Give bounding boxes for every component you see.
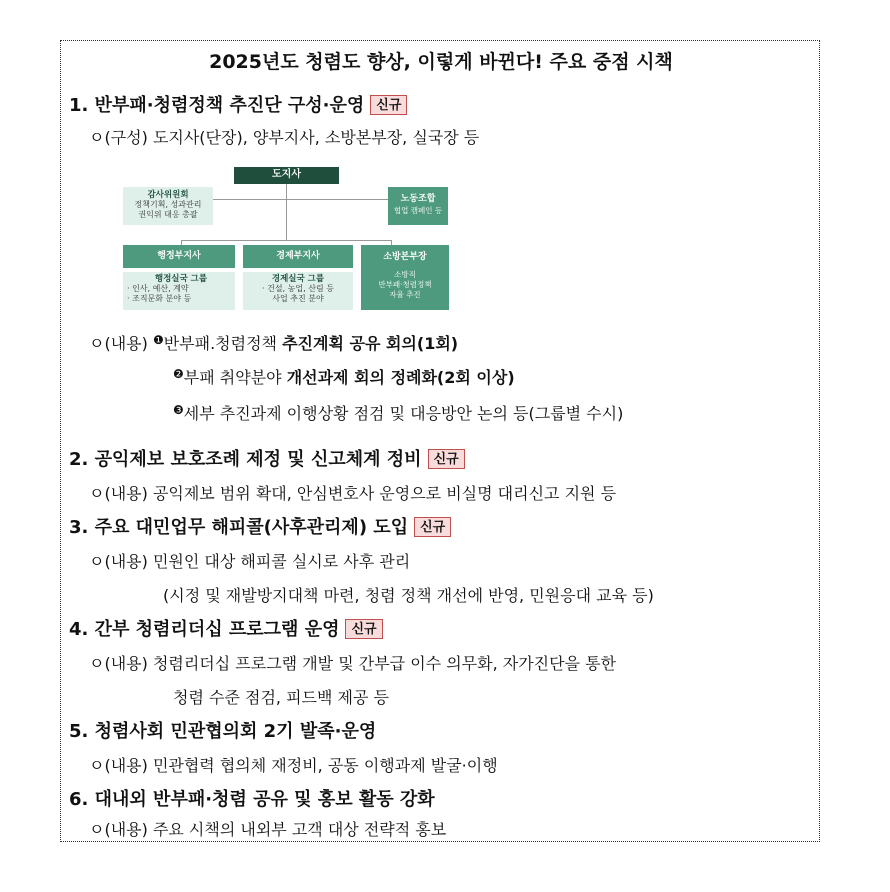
s1-content-item-1 bbox=[89, 331, 458, 354]
new-badge: 신규 bbox=[370, 95, 407, 115]
section-6-heading: 6. 대내외 반부패·청렴 공유 및 홍보 활동 강화 bbox=[69, 789, 435, 810]
s1-composition: ㅇ(구성) 도지사(단장), 양부지사, 소방본부장, 실국장 등 bbox=[89, 128, 480, 147]
org-audit-title: 감사위원회 bbox=[147, 190, 189, 200]
s6-content: ㅇ(내용) 주요 시책의 내외부 고객 대상 전략적 홍보 bbox=[89, 820, 447, 839]
org-governor: 도지사 bbox=[234, 167, 339, 184]
section-1-heading bbox=[69, 91, 407, 117]
section-2-heading-text: 2. 공익제보 보호조례 제정 및 신고체계 정비 bbox=[69, 449, 422, 470]
org-econ-vice-governor: 경제부지사 bbox=[243, 245, 353, 268]
s1-item-3-pre: 세부 추진과제 이행상황 점검 및 대응방안 논의 등(그룹별 수시) bbox=[183, 404, 624, 423]
s1-item-3-number: ❸ bbox=[173, 403, 184, 417]
section-1-heading-text: 1. 반부패·청렴정책 추진단 구성·운영 bbox=[69, 95, 365, 116]
new-badge: 신규 bbox=[428, 449, 465, 469]
org-admin-line-1: · 인사, 예산, 계약 bbox=[127, 284, 189, 293]
s1-content-item-2 bbox=[173, 365, 515, 388]
s1-content-label: ㅇ(내용) bbox=[89, 334, 148, 353]
org-econ-group-title: 경제실국 그룹 bbox=[271, 274, 325, 284]
s1-content-item-3 bbox=[173, 401, 623, 424]
org-audit-line-1: 정책기획, 성과관리 bbox=[134, 200, 202, 209]
org-fire-line-1: 소방직 bbox=[394, 270, 416, 279]
org-labor-union bbox=[388, 187, 448, 225]
org-audit-line-2: 권익위 대응 총괄 bbox=[138, 210, 198, 219]
document-frame bbox=[60, 40, 820, 842]
s5-content: ㅇ(내용) 민관협력 협의체 재정비, 공동 이행과제 발굴·이행 bbox=[89, 756, 498, 775]
s1-item-1-bold: 추진계획 공유 회의(1회) bbox=[282, 334, 459, 353]
s4-content-detail: 청렴 수준 점검, 피드백 제공 등 bbox=[173, 688, 389, 707]
s2-content: ㅇ(내용) 공익제보 범위 확대, 안심변호사 운영으로 비실명 대리신고 지원 등 bbox=[89, 484, 617, 503]
org-audit-committee bbox=[123, 187, 213, 225]
org-fire-chief bbox=[361, 245, 449, 310]
org-chart bbox=[121, 163, 451, 313]
s1-item-1-number: ❶ bbox=[152, 333, 164, 347]
page-title: 2025년도 청렴도 향상, 이렇게 바뀐다! 주요 중점 시책 bbox=[209, 51, 673, 73]
org-econ-line-2: 사업 추진 분야 bbox=[272, 294, 324, 303]
s3-content-detail: (시정 및 재발방지대책 마련, 청렴 정책 개선에 반영, 민원응대 교육 등) bbox=[163, 586, 654, 605]
section-3-heading-text: 3. 주요 대민업무 해피콜(사후관리제) 도입 bbox=[69, 517, 409, 538]
new-badge: 신규 bbox=[345, 619, 382, 639]
org-fire-title: 소방본부장 bbox=[383, 252, 427, 262]
section-4-heading-text: 4. 간부 청렴리더십 프로그램 운영 bbox=[69, 619, 340, 640]
section-2-heading bbox=[69, 445, 465, 471]
org-admin-vice-governor: 행정부지사 bbox=[123, 245, 235, 268]
section-5-heading: 5. 청렴사회 민관협의회 2기 발족·운영 bbox=[69, 721, 377, 742]
section-4-heading bbox=[69, 615, 383, 641]
s1-item-2-number: ❷ bbox=[173, 367, 184, 381]
org-fire-line-3: 자율 추진 bbox=[389, 290, 421, 299]
org-union-title: 노동조합 bbox=[400, 194, 436, 204]
s1-item-2-pre: 부패 취약분야 bbox=[183, 368, 287, 387]
org-econ-line-1: · 건설, 농업, 산림 등 bbox=[262, 284, 334, 293]
org-admin-line-2: · 조직문화 분야 등 bbox=[127, 294, 192, 303]
org-fire-line-2: 반부패·청렴정책 bbox=[378, 280, 432, 289]
section-3-heading bbox=[69, 513, 451, 539]
new-badge: 신규 bbox=[414, 517, 451, 537]
org-admin-group-title: 행정실국 그룹 bbox=[154, 274, 208, 284]
org-admin-group bbox=[123, 272, 235, 310]
org-econ-group bbox=[243, 272, 353, 310]
org-union-line: 협업 캠페인 등 bbox=[393, 206, 443, 215]
s4-content: ㅇ(내용) 청렴리더십 프로그램 개발 및 간부급 이수 의무화, 자가진단을 통한 bbox=[89, 654, 617, 673]
s1-item-1-pre: 반부패.청렴정책 bbox=[163, 334, 283, 353]
s1-item-2-bold: 개선과제 회의 정례화(2회 이상) bbox=[286, 368, 515, 387]
s3-content: ㅇ(내용) 민원인 대상 해피콜 실시로 사후 관리 bbox=[89, 552, 411, 571]
